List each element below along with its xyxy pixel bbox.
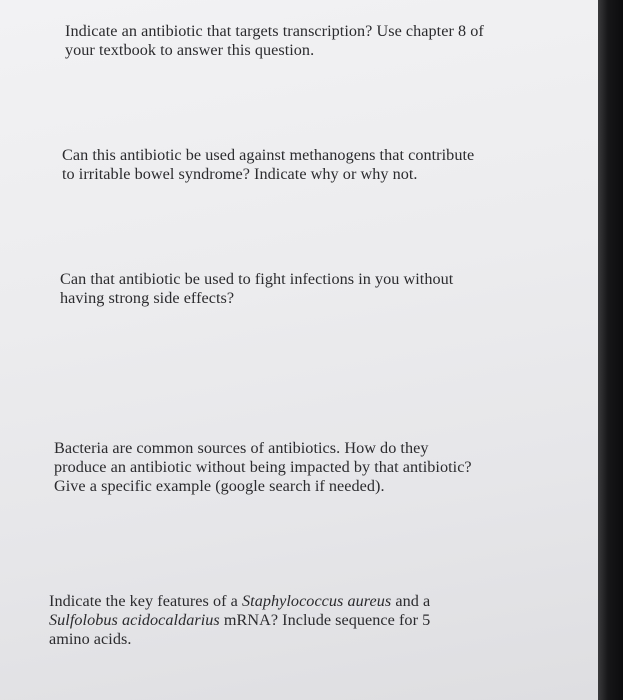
question-3: Can that antibiotic be used to fight infections in you without having strong side effects? [60,270,454,307]
species-staphylococcus: Staphylococcus aureus [242,592,392,610]
question-1: Indicate an antibiotic that targets transcription? Use chapter 8 of your textbook to answer this question. [65,22,484,59]
screen-edge-bar [598,0,623,700]
question-2: Can this antibiotic be used against methanogens that contribute to irritable bowel syndrome? Indicate why or why not. [62,146,475,183]
question-5-part3: mRNA? Include sequence for 5 amino acids. [49,611,431,648]
species-sulfolobus: Sulfolobus acidocaldarius [49,611,220,629]
question-4: Bacteria are common sources of antibiotics. How do they produce an antibiotic without being impacted by that antibiotic? Give a specific example (google search if needed). [54,439,472,495]
question-5 [49,592,569,649]
question-5-part2: and a [395,592,431,610]
question-5-part1: Indicate the key features of a [49,592,243,610]
